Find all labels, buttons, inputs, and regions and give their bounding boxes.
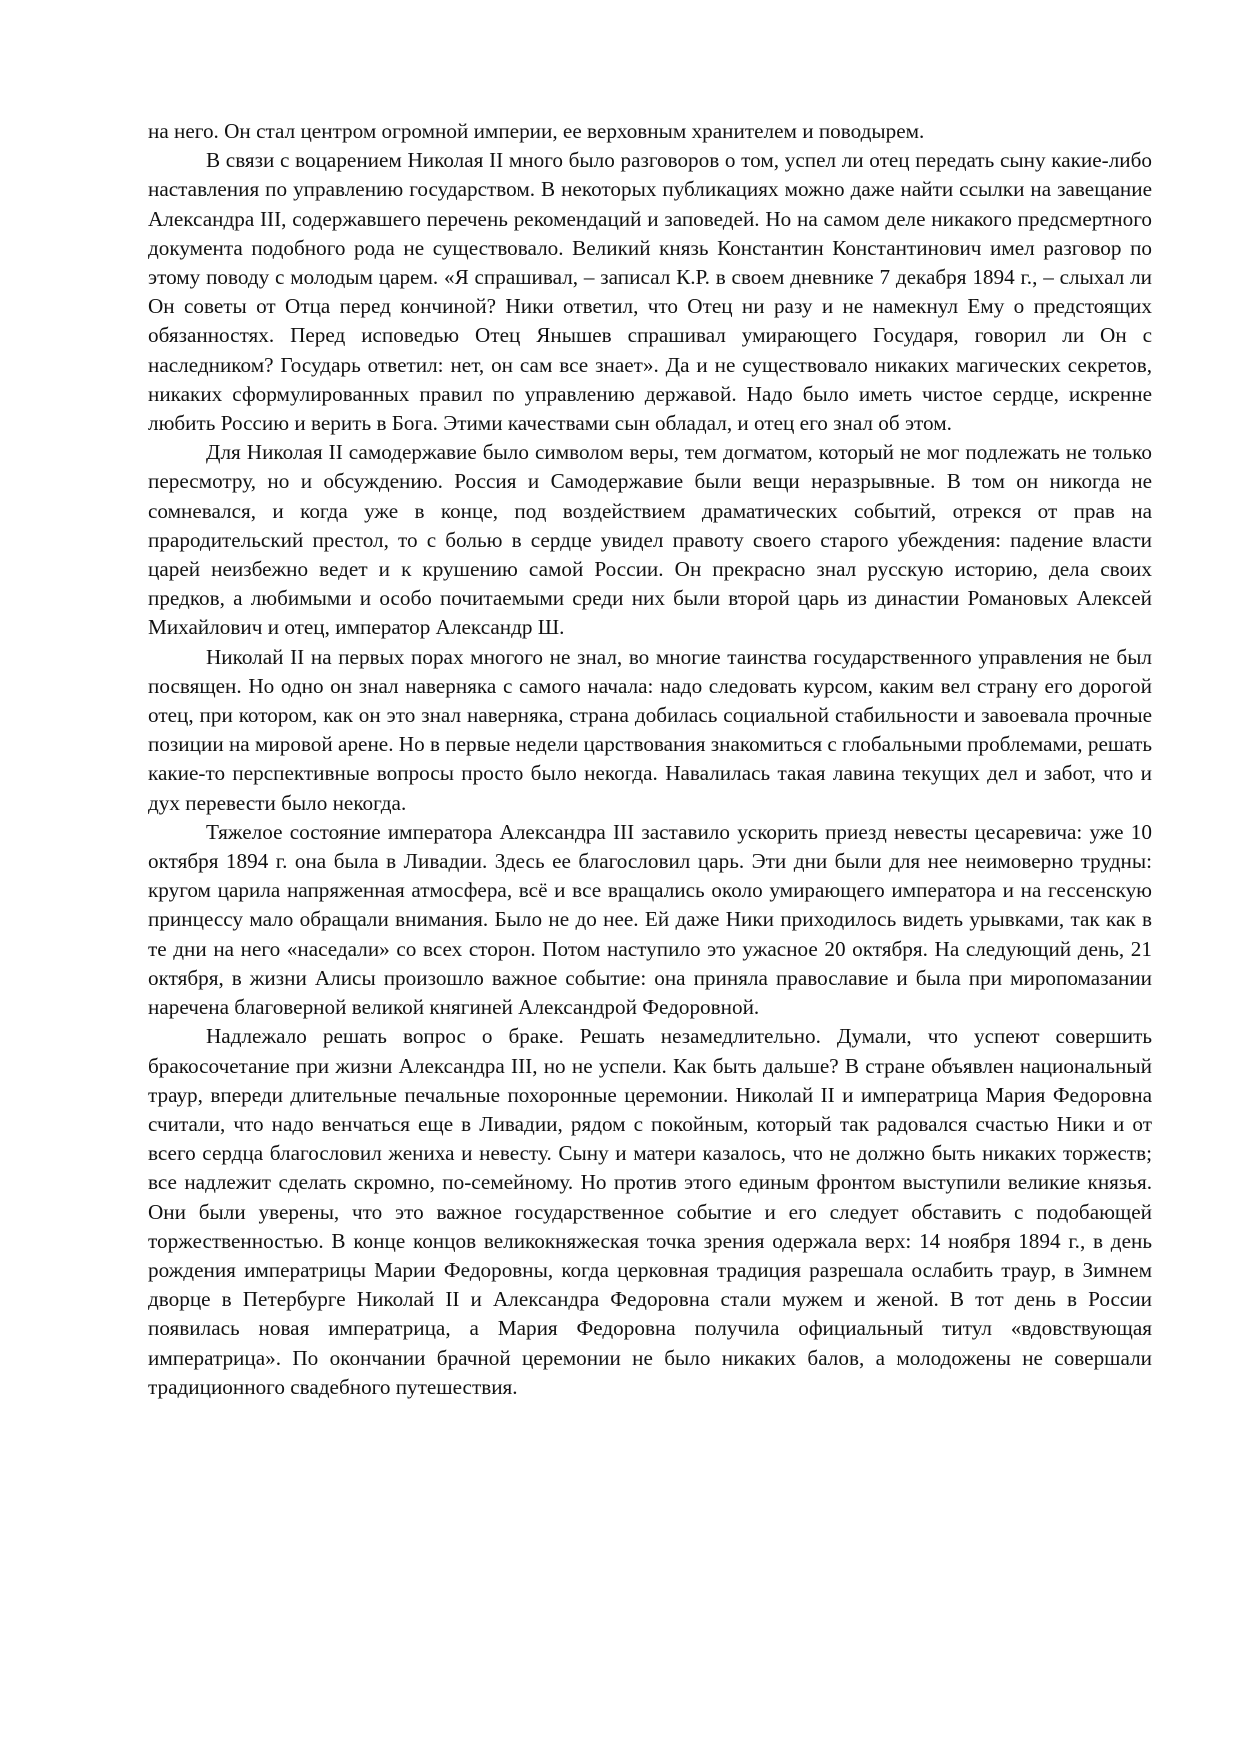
paragraph-3: Для Николая II самодержавие было символом веры, тем догматом, который не мог подлежать не только пересмотру, но и обсуждению. Россия и Самодержавие были вещи неразрывные. В том он никогда не сомневался, и когда уже в конце, под воздействием драматических событий, отрекся от прав на прародительский престол, то с болью в сердце увидел правоту своего старого убеждения: падение власти царей неизбежно ведет и к крушению самой России. Он прекрасно знал русскую историю, дела своих предков, а любимыми и особо почитаемыми среди них были второй царь из династии Романовых Алексей Михайлович и отец, император Александр Ш. — [148, 440, 1152, 640]
paragraph-4: Николай II на первых порах многого не знал, во многие таинства государственного управления не был посвящен. Но одно он знал наверняка с самого начала: надо следовать курсом, каким вел страну его дорогой отец, при котором, как он это знал наверняка, страна добилась социальной стабильности и завоевала прочные позиции на мировой арене. Но в первые недели царствования знакомиться с глобальными проблемами, решать какие-то перспективные вопросы просто было некогда. Навалилась такая лавина текущих дел и забот, что и дух перевести было некогда. — [148, 644, 1152, 815]
paragraph-1: на него. Он стал центром огромной империи, ее верховным хранителем и поводырем. — [148, 119, 925, 143]
document-body — [148, 117, 1152, 1402]
paragraph-5: Тяжелое состояние императора Александра III заставило ускорить приезд невесты цесаревича: уже 10 октября 1894 г. она была в Ливадии. Здесь ее благословил царь. Эти дни были для нее неимоверно трудны: кругом царила напряженная атмосфера, всё и все вращались около умирающего императора и на гессенскую принцессу мало обращали внимания. Было не до нее. Ей даже Ники приходилось видеть урывками, так как в те дни на него «наседали» со всех сторон. Потом наступило это ужасное 20 октября. На следующий день, 21 октября, в жизни Алисы произошло важное событие: она приняла православие и была при миропомазании наречена благоверной великой княгиней Александрой Федоровной. — [148, 819, 1152, 1020]
paragraph-2: В связи с воцарением Николая II много было разговоров о том, успел ли отец передать сыну какие-либо наставления по управлению государством. В некоторых публикациях можно даже найти ссылки на завещание Александра III, содержавшего перечень рекомендаций и заповедей. Но на самом деле никакого предсмертного документа подобного рода не существовало. Великий князь Константин Константинович имел разговор по этому поводу с молодым царем. «Я спрашивал, – записал К.Р. в своем дневнике 7 декабря 1894 г., – слыхал ли Он советы от Отца перед кончиной? Ники ответил, что Отец ни разу и не намекнул Ему о предстоящих обязанностях. Перед исповедью Отец Янышев спрашивал умирающего Государя, говорил ли Он с наследником? Государь ответил: нет, он сам все знает». Да и не существовало никаких магических секретов, никаких сформулированных правил по управлению державой. Надо было иметь чистое сердце, искренне любить Россию и верить в Бога. Этими качествами сын обладал, и отец его знал об этом. — [148, 148, 1152, 436]
paragraph-6: Надлежало решать вопрос о браке. Решать незамедлительно. Думали, что успеют совершить бракосочетание при жизни Александра III, но не успели. Как быть дальше? В стране объявлен национальный траур, впереди длительные печальные похоронные церемонии. Николай II и императрица Мария Федоровна считали, что надо венчаться еще в Ливадии, рядом с покойным, который так радовался счастью Ники и от всего сердца благословил жениха и невесту. Сыну и матери казалось, что не должно быть никаких торжеств; все надлежит сделать скромно, по-семейному. Но против этого единым фронтом выступили великие князья. Они были уверены, что это важное государственное событие и его следует обставить с подобающей торжественностью. В конце концов великокняжеская точка зрения одержала верх: 14 ноября 1894 г., в день рождения императрицы Марии Федоровны, когда церковная традиция разрешала ослабить траур, в Зимнем дворце в Петербурге Николай II и Александра Федоровна стали мужем и женой. В тот день в России появилась новая императрица, а Мария Федоровна получила официальный титул «вдовствующая императрица». По окончании брачной церемонии не было никаких балов, а молодожены не совершали традиционного свадебного путешествия. — [148, 1024, 1152, 1399]
